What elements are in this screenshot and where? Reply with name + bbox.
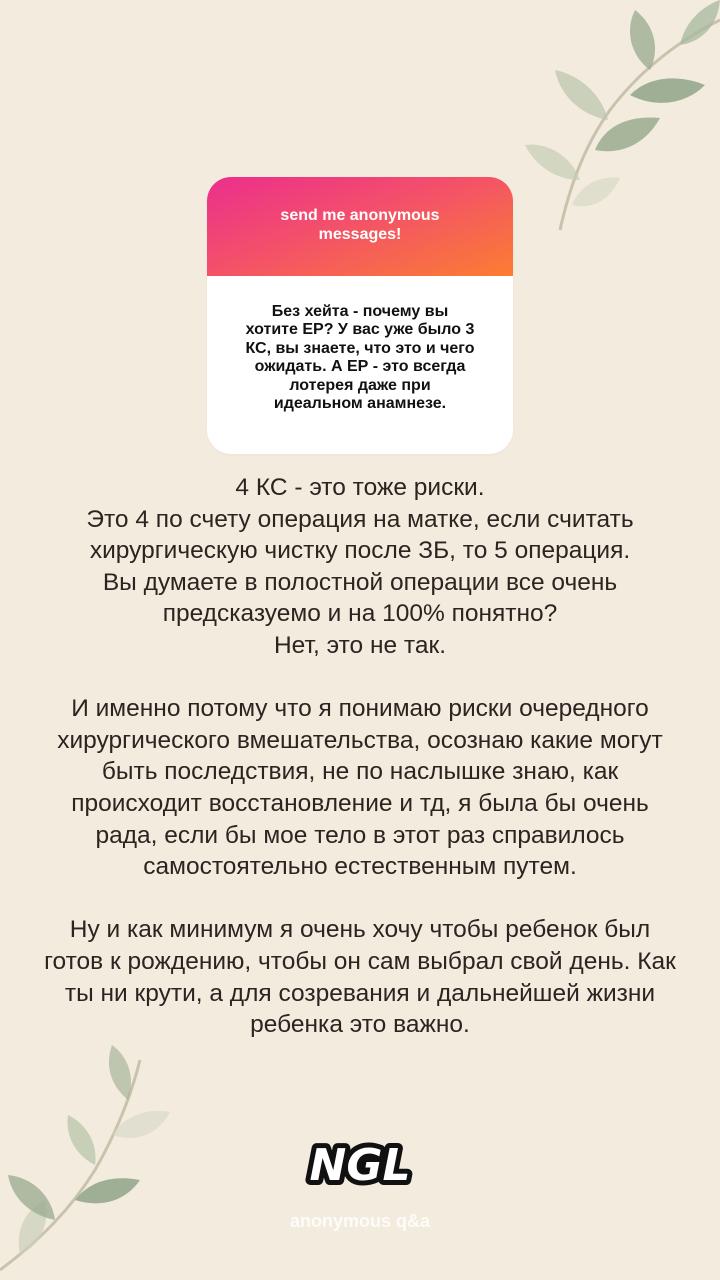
question-card-title: send me anonymous messages!	[280, 206, 440, 243]
question-text: Без хейта - почему вы хотите ЕР? У вас уже было 3 КС, вы знаете, что это и чего ожидать. А ЕР - это всегда лотерея даже при идеальном анамнезе.	[245, 302, 475, 412]
footer-caption: anonymous q&a	[289, 1211, 431, 1231]
ngl-logo-text: NGL	[309, 1140, 411, 1191]
question-card-body	[207, 276, 513, 454]
answer-paragraph-2: И именно потому что я понимаю риски очередного хирургического вмешательства, осознаю какие могут быть последствия, не по наслышке знаю, как происходит восстановление и тд, я была бы очень рада, если бы мое тело в этот раз справилось самостоятельно естественным путем.	[57, 695, 663, 881]
answer-paragraph-3: Ну и как минимум я очень хочу чтобы ребенок был готов к рождению, чтобы он сам выбрал свой день. Как ты ни крути, а для созревания и дальнейшей жизни ребенка это важно.	[44, 916, 676, 1039]
ngl-logo	[300, 1132, 420, 1196]
leaves-decoration-top-right	[480, 0, 720, 260]
leaves-decoration-bottom-left	[0, 1040, 220, 1280]
question-card-header	[207, 177, 513, 276]
question-card	[207, 177, 513, 454]
answer-text	[40, 472, 680, 1041]
answer-paragraph-1: 4 КС - это тоже риски. Это 4 по счету операция на матке, если считать хирургическую чистку после ЗБ, то 5 операция. Вы думаете в полостной операции все очень предсказуемо и на 100% понятно? Нет, это не так.	[86, 474, 634, 659]
